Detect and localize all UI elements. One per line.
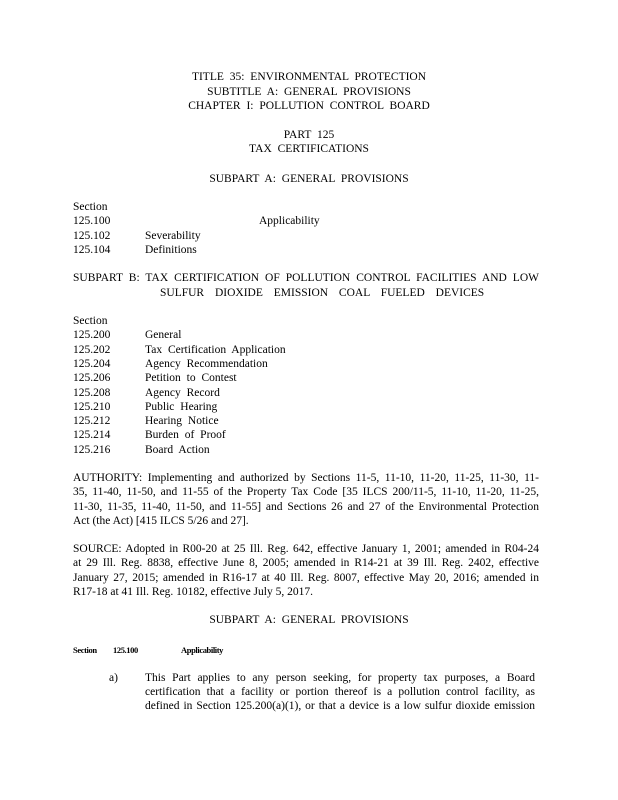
toc-label: Agency Record	[145, 387, 220, 399]
subtitle-line: SUBTITLE A: GENERAL PROVISIONS	[207, 86, 411, 98]
toc-number: 125.204	[73, 358, 111, 370]
source-line: SOURCE: Adopted in R00-20 at 25 Ill. Reg. 642, effective January 1, 2001; amended in R04-24	[73, 543, 539, 555]
toc-number: 125.212	[73, 415, 111, 427]
subpart-a-heading: SUBPART A: GENERAL PROVISIONS	[209, 614, 409, 626]
toc-label: Severability	[145, 230, 201, 242]
item-marker: a)	[109, 672, 118, 684]
toc-label: Agency Recommendation	[145, 358, 268, 370]
subpart-b-heading-line2: SULFUR DIOXIDE EMISSION COAL FUELED DEVICES	[160, 287, 485, 299]
toc-number: 125.210	[73, 401, 111, 413]
toc-label: Public Hearing	[145, 401, 218, 413]
item-line: certification that a facility or portion thereof is a pollution control facility, as	[145, 686, 535, 698]
section-label: Section	[73, 201, 108, 213]
part-title: TAX CERTIFICATIONS	[249, 143, 369, 155]
chapter-line: CHAPTER I: POLLUTION CONTROL BOARD	[188, 100, 430, 112]
toc-label: Applicability	[259, 215, 320, 227]
authority-line: 35, 11-40, 11-50, and 11-55 of the Property Tax Code [35 ILCS 200/11-5, 11-10, 11-20, 11-25,	[73, 486, 539, 498]
toc-label: Petition to Contest	[145, 372, 237, 384]
source-line: R17-18 at 41 Ill. Reg. 10182, effective July 5, 2017.	[73, 586, 313, 598]
authority-line: AUTHORITY: Implementing and authorized by Sections 11-5, 11-10, 11-20, 11-25, 11-30, 11-	[73, 472, 539, 484]
toc-number: 125.102	[73, 230, 111, 242]
section-word: Section	[73, 645, 97, 655]
toc-number: 125.214	[73, 429, 111, 441]
toc-number: 125.206	[73, 372, 111, 384]
title-line: TITLE 35: ENVIRONMENTAL PROTECTION	[191, 71, 427, 83]
source-line: January 27, 2015; amended in R16-17 at 40 Ill. Reg. 8007, effective May 20, 2016; amended in	[73, 572, 539, 584]
toc-label: Definitions	[145, 244, 197, 256]
toc-label: Burden of Proof	[145, 429, 226, 441]
subpart-b-heading-line1: SUBPART B: TAX CERTIFICATION OF POLLUTION CONTROL FACILITIES AND LOW	[73, 272, 539, 284]
part-number: PART 125	[283, 129, 335, 141]
section-label: Section	[73, 315, 108, 327]
toc-label: Hearing Notice	[145, 415, 219, 427]
toc-number: 125.208	[73, 387, 111, 399]
authority-line: 11-30, 11-35, 11-40, 11-50, and 11-55] and Sections 26 and 27 of the Environmental Protection	[73, 501, 539, 513]
toc-label: Board Action	[145, 444, 210, 456]
toc-number: 125.100	[73, 215, 111, 227]
item-line: This Part applies to any person seeking, for property tax purposes, a Board	[145, 672, 535, 684]
item-line: defined in Section 125.200(a)(1), or that a device is a low sulfur dioxide emission	[145, 700, 535, 712]
toc-number: 125.216	[73, 444, 111, 456]
toc-label: General	[145, 329, 182, 341]
section-title: Applicability	[181, 645, 224, 655]
section-number: 125.100	[113, 645, 138, 655]
toc-number: 125.200	[73, 329, 111, 341]
toc-number: 125.104	[73, 244, 111, 256]
source-line: at 29 Ill. Reg. 8838, effective June 8, 2005; amended in R14-21 at 39 Ill. Reg. 2402, effective	[73, 557, 539, 569]
toc-label: Tax Certification Application	[145, 344, 286, 356]
authority-line: Act (the Act) [415 ILCS 5/26 and 27].	[73, 515, 249, 527]
toc-number: 125.202	[73, 344, 111, 356]
subpart-a-heading: SUBPART A: GENERAL PROVISIONS	[209, 173, 409, 185]
